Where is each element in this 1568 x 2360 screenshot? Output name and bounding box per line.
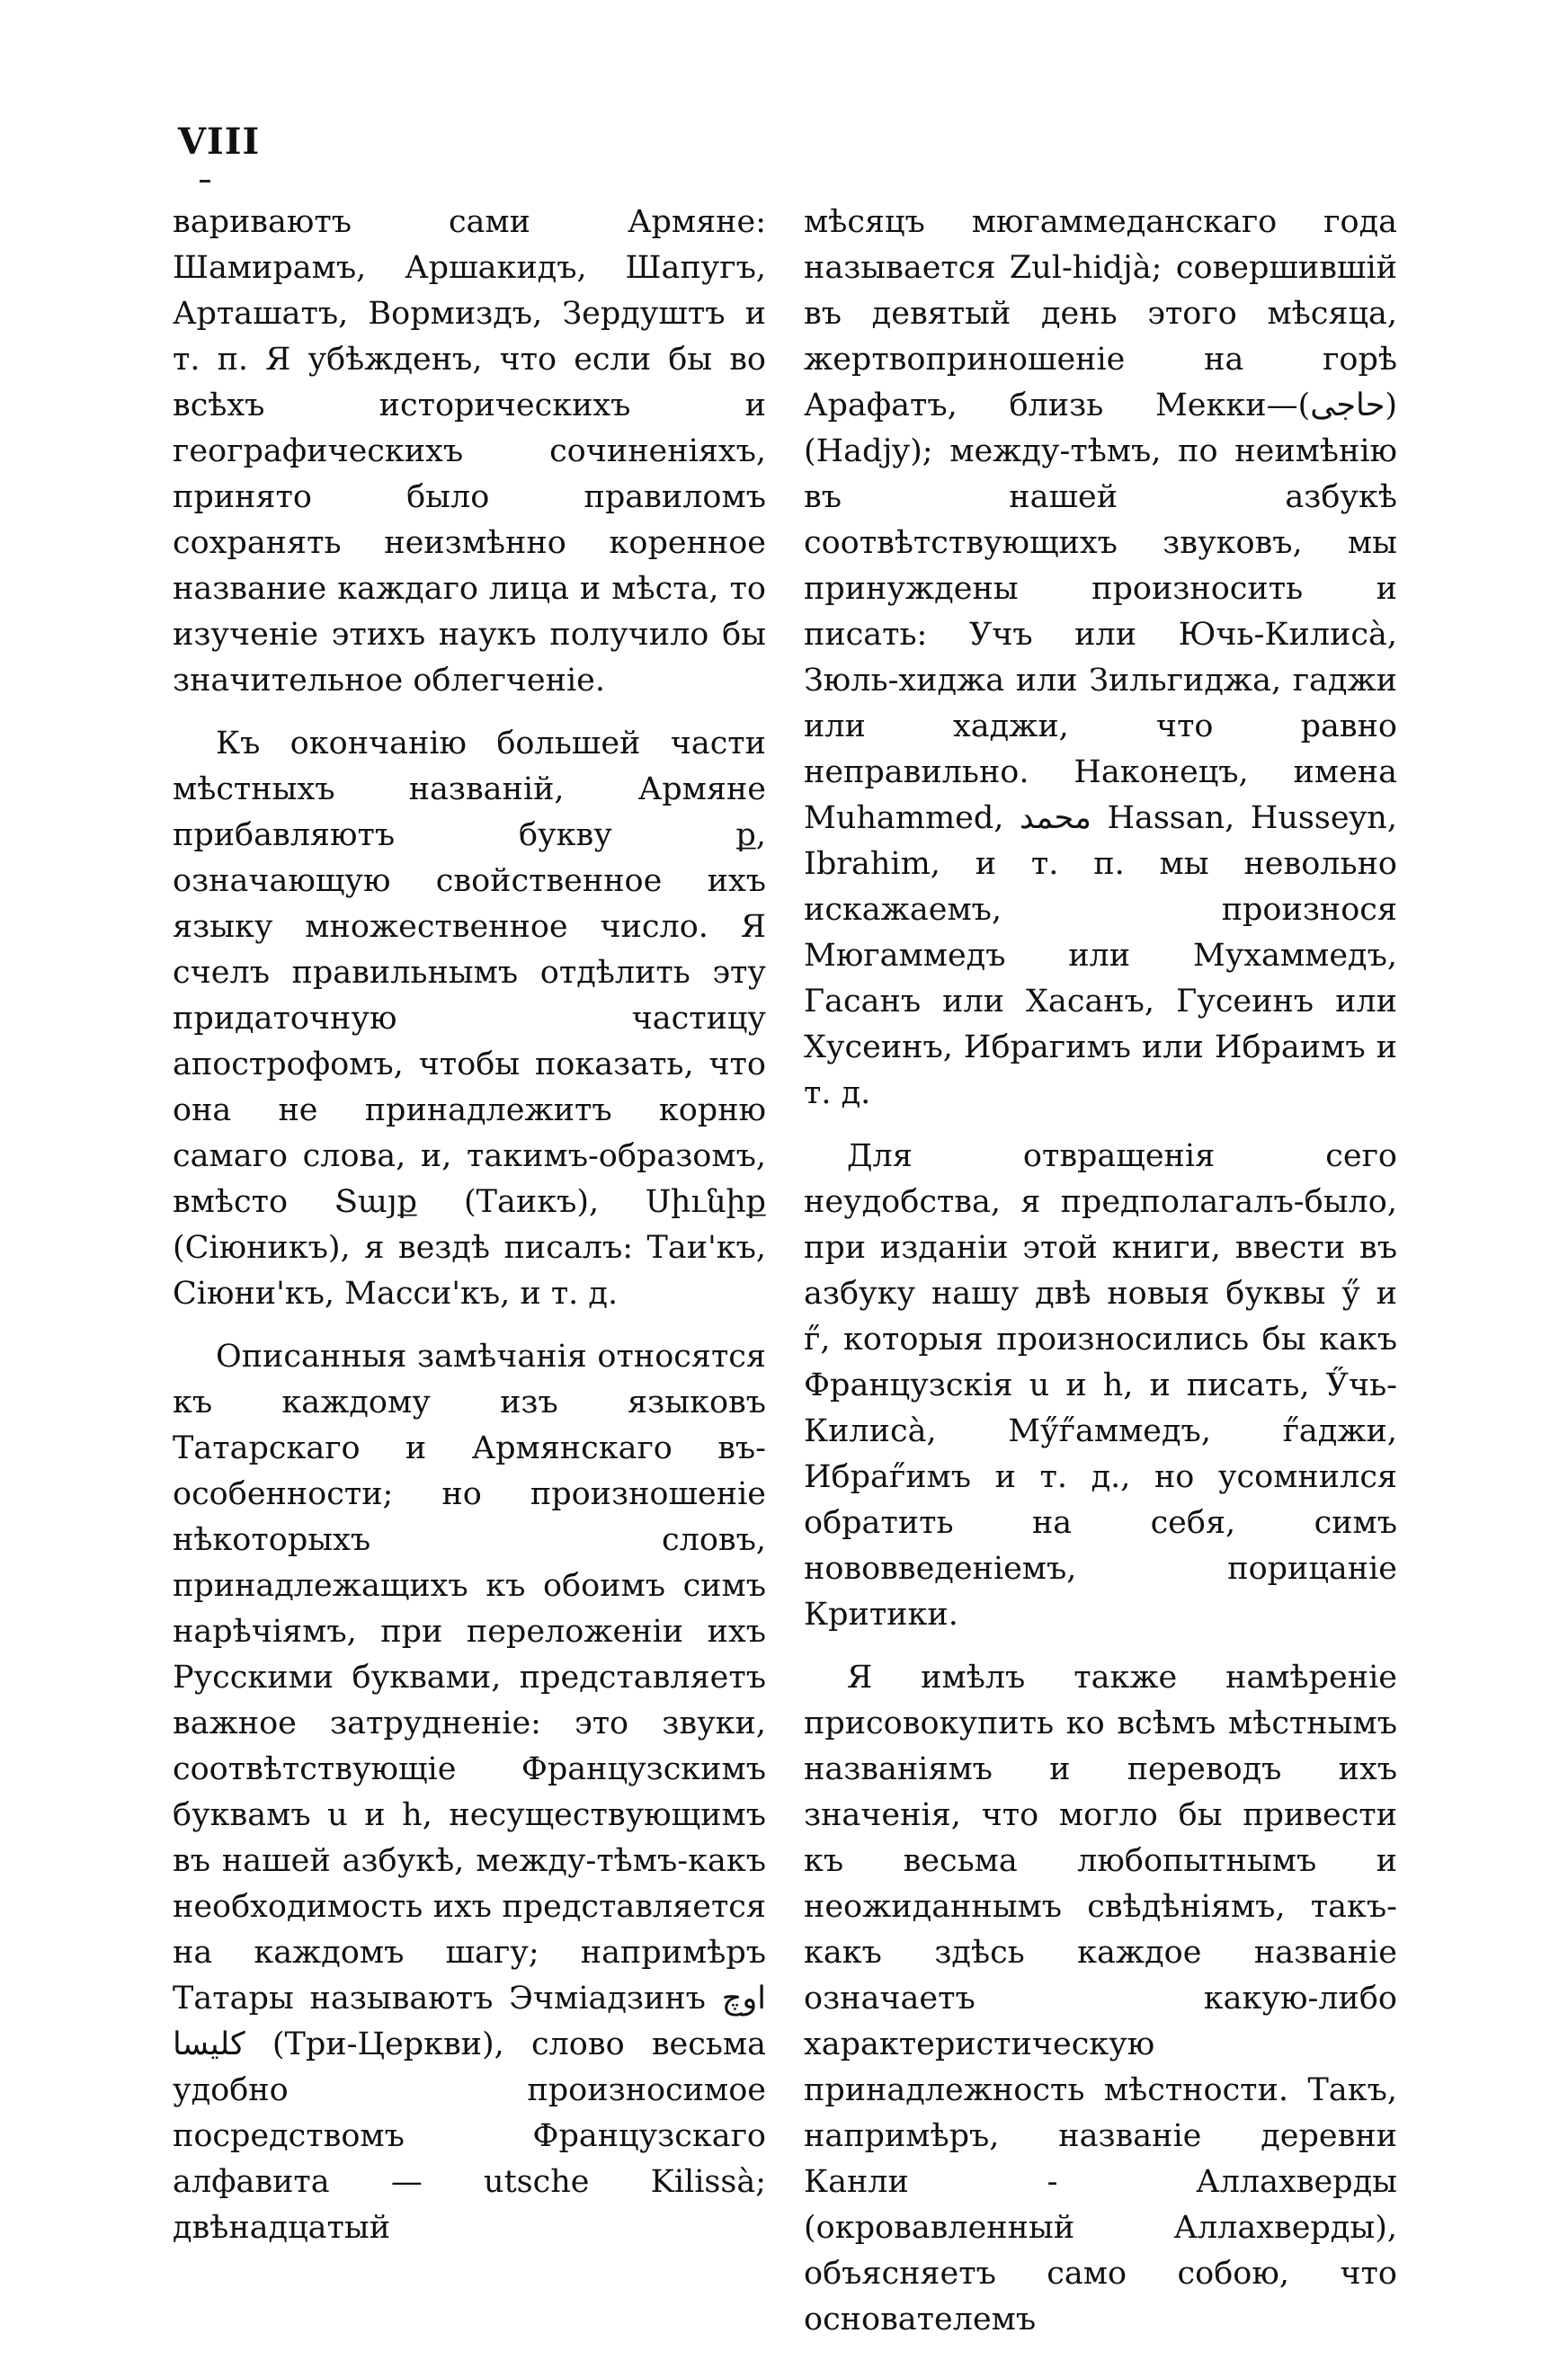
page-number: VIII — [178, 120, 261, 163]
paragraph: вариваютъ сами Армяне: Шамирамъ, Аршакидъ, Шапугъ, Арташатъ, Вормиздъ, Зердуштъ и т. п. Я убѣжденъ, что если бы во всѣхъ историческихъ и географическихъ сочиненіяхъ, принято было правиломъ сохранять неизмѣнно коренное название каждаго лица и мѣста, то изученіе этихъ наукъ получило бы значительное облегченіе. — [173, 204, 766, 699]
paragraph: Я имѣлъ также намѣреніе присовокупить ко всѣмъ мѣстнымъ названіямъ и переводъ ихъ значенія, что могло бы привести къ весьма любопытнымъ и неожиданнымъ свѣдѣніямъ, такъ-какъ здѣсь каждое названіе означаетъ какую-либо характеристическую принадлежность мѣстности. Такъ, напримѣръ, названіе деревни Канли - Аллахверды (окровавленный Аллахверды), объясняетъ само собою, что основателемъ — [804, 1660, 1397, 2338]
right-column — [804, 200, 1397, 2360]
paragraph: Описанныя замѣчанія относятся къ каждому изъ языковъ Татарскаго и Армянскаго въ-особенности; но произношеніе нѣкоторыхъ словъ, принадлежащихъ къ обоимъ симъ нарѣчіямъ, при переложеніи ихъ Русскими буквами, представляетъ важное затрудненіе: это звуки, соотвѣтствующіе Французскимъ буквамъ u и h, несуществующимъ въ нашей азбукѣ, между-тѣмъ-какъ необходимость ихъ представляется на каждомъ шагу; напримѣръ Татары называютъ Эчміадзинъ اوچ كليسا (Три-Церкви), слово весьма удобно произносимое посредствомъ Французскаго алфавита — utsche Kilissà; двѣнадцатый — [173, 1339, 766, 2246]
paragraph: мѣсяцъ мюгаммеданскаго года называется Zul-hidjà; совершившій въ девятый день этого мѣсяца, жертвоприношеніе на горѣ Арафатъ, близь Мекки—(حاجى) (Hadjy); между-тѣмъ, по неимѣнію въ нашей азбукѣ соотвѣтствующихъ звуковъ, мы принуждены произносить и писать: Учъ или Ючь-Килиса̀, Зюль-хиджа или Зильгиджа, гаджи или хаджи, что равно неправильно. Наконецъ, имена Muhammed, محمد Hassan, Husseyn, Ibrahim, и т. п. мы невольно искажаемъ, произнося Мюгаммедъ или Мухаммедъ, Гасанъ или Хасанъ, Гусеинъ или Хусеинъ, Ибрагимъ или Ибраимъ и т. д. — [804, 204, 1397, 1111]
paragraph: Для отвращенія сего неудобства, я предполагалъ-было, при изданіи этой книги, ввести въ азбуку нашу двѣ новыя буквы ӳ и г̋, которыя произносились бы какъ Французскія u и h, и писать, Ӳчь-Килиса̀, Мӳг̋аммедъ, г̋аджи, Ибраг̋имъ и т. д., но усомнился обратить на себя, симъ нововведеніемъ, порицаніе Критики. — [804, 1138, 1397, 1633]
left-column — [173, 200, 766, 2268]
dash-mark — [200, 180, 210, 183]
paragraph: Къ окончанію большей части мѣстныхъ названій, Армяне прибавляютъ букву ք, означающую свойственное ихъ языку множественное число. Я счелъ правильнымъ отдѣлить эту придаточную частицу апострофомъ, чтобы показать, что она не принадлежитъ корню самаго слова, и, такимъ-образомъ, вмѣсто Տայք (Таикъ), Սիւնիք (Сіюникъ), я вездѣ писалъ: Таи'къ, Сіюни'къ, Масси'къ, и т. д. — [173, 726, 766, 1312]
